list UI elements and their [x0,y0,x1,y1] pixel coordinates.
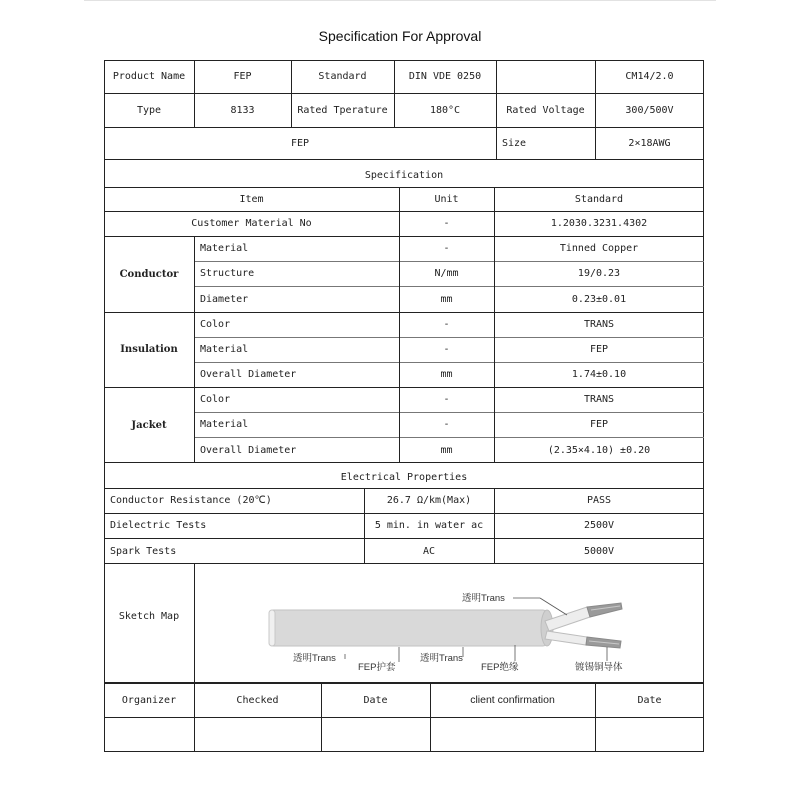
col-header-unit: Unit [434,193,459,205]
electrical-row-item: Spark Tests [110,545,177,557]
spec-row-standard: 0.23±0.01 [571,293,627,305]
specification-title: Specification [364,170,444,181]
electrical-row-unit: AC [422,545,436,557]
spec-row-item: Color [200,319,231,330]
type-value: 8133 [230,104,255,116]
insulated-core-lower [545,631,587,645]
standard-value: DIN VDE 0250 [408,71,482,82]
spec-row-standard: 19/0.23 [577,268,621,279]
callout-insulation-name: FEP绝缘 [481,662,519,673]
spec-row-standard: TRANS [583,394,615,405]
spec-row-unit: mm [440,444,453,456]
spec-row-item: Material [200,419,249,430]
rated-temperature-value: 180°C [429,104,461,116]
col-header-item: Item [239,193,264,205]
organizer-field [104,717,194,752]
document-title: Specification For Approval [318,28,482,44]
client-confirmation-field [430,717,595,752]
callout-core-trans: 透明Trans [462,593,505,604]
customer-material-label: Customer Material No [191,218,312,229]
size-value: 2×18AWG [628,138,671,149]
electrical-row-item: Conductor Resistance (20℃) [110,495,272,506]
organizer-label: Organizer [121,694,177,706]
col-header-standard: Standard [574,193,624,205]
electrical-row-item: Dielectric Tests [110,520,207,531]
checked-field [194,717,321,752]
standard-label: Standard [318,71,367,82]
spec-row-standard: TRANS [583,319,615,330]
spec-row-unit: N/mm [434,268,459,279]
spec-row-item: Color [200,394,231,405]
spec-row-unit: - [443,344,450,355]
spec-row-standard: (2.35×4.10) ±0.20 [547,444,651,456]
spec-row-item: Overall Diameter [200,444,297,456]
sketch-map-label: Sketch Map [118,611,180,622]
spec-row-standard: FEP [589,419,609,430]
callout-conductor: 镀锡铜导体 [575,662,623,673]
rated-voltage-label: Rated Voltage [506,104,585,116]
electrical-row-standard: PASS [586,495,612,506]
callout-jacket-name: FEP护套 [358,662,396,673]
spec-row-item: Overall Diameter [200,369,297,380]
cable-sketch [195,565,703,682]
customer-material-value: 1.2030.3231.4302 [550,218,648,229]
spec-row-item: Diameter [200,293,249,305]
product-name-label: Product Name [112,71,186,82]
standard-code: CM14/2.0 [625,71,674,82]
material-value: FEP [290,138,310,149]
group-conductor: Conductor [119,268,179,280]
electrical-row-unit: 5 min. in water ac [374,520,484,531]
electrical-row-standard: 5000V [583,545,615,557]
product-name-value: FEP [233,71,252,82]
spec-row-unit: mm [440,293,453,305]
cable-jacket [269,610,547,646]
spec-row-unit: - [443,394,450,405]
spec-row-standard: FEP [589,344,609,355]
top-divider [84,0,716,1]
checked-label: Checked [236,694,279,706]
date-label: Date [363,694,388,706]
insulated-core-upper [545,607,590,631]
spec-row-unit: - [443,243,450,254]
type-label: Type [136,104,162,116]
spec-row-unit: - [443,419,450,430]
rated-voltage-value: 300/500V [625,104,674,116]
client-date-label: Date [637,694,662,706]
group-jacket: Jacket [131,419,167,431]
electrical-row-unit: 26.7 Ω/km(Max) [386,495,472,506]
spec-row-item: Material [200,344,249,355]
customer-material-unit: - [443,218,450,229]
callout-jacket-trans: 透明Trans [293,653,336,664]
spec-row-item: Material [200,243,249,254]
spec-row-standard: Tinned Copper [559,243,639,254]
callout-insulation-trans: 透明Trans [420,653,463,664]
size-label: Size [502,138,527,149]
spec-row-standard: 1.74±0.10 [571,369,627,380]
spec-row-unit: - [443,319,450,330]
electrical-row-standard: 2500V [583,520,615,531]
client-date-field [595,717,704,752]
electrical-title: Electrical Properties [340,471,468,483]
date-field [321,717,430,752]
spec-row-item: Structure [200,268,255,279]
group-insulation: Insulation [120,344,178,355]
client-confirmation-label: client confirmation [470,694,555,706]
spec-row-unit: mm [440,369,453,380]
rated-temperature-label: Rated Tperature [297,104,388,116]
